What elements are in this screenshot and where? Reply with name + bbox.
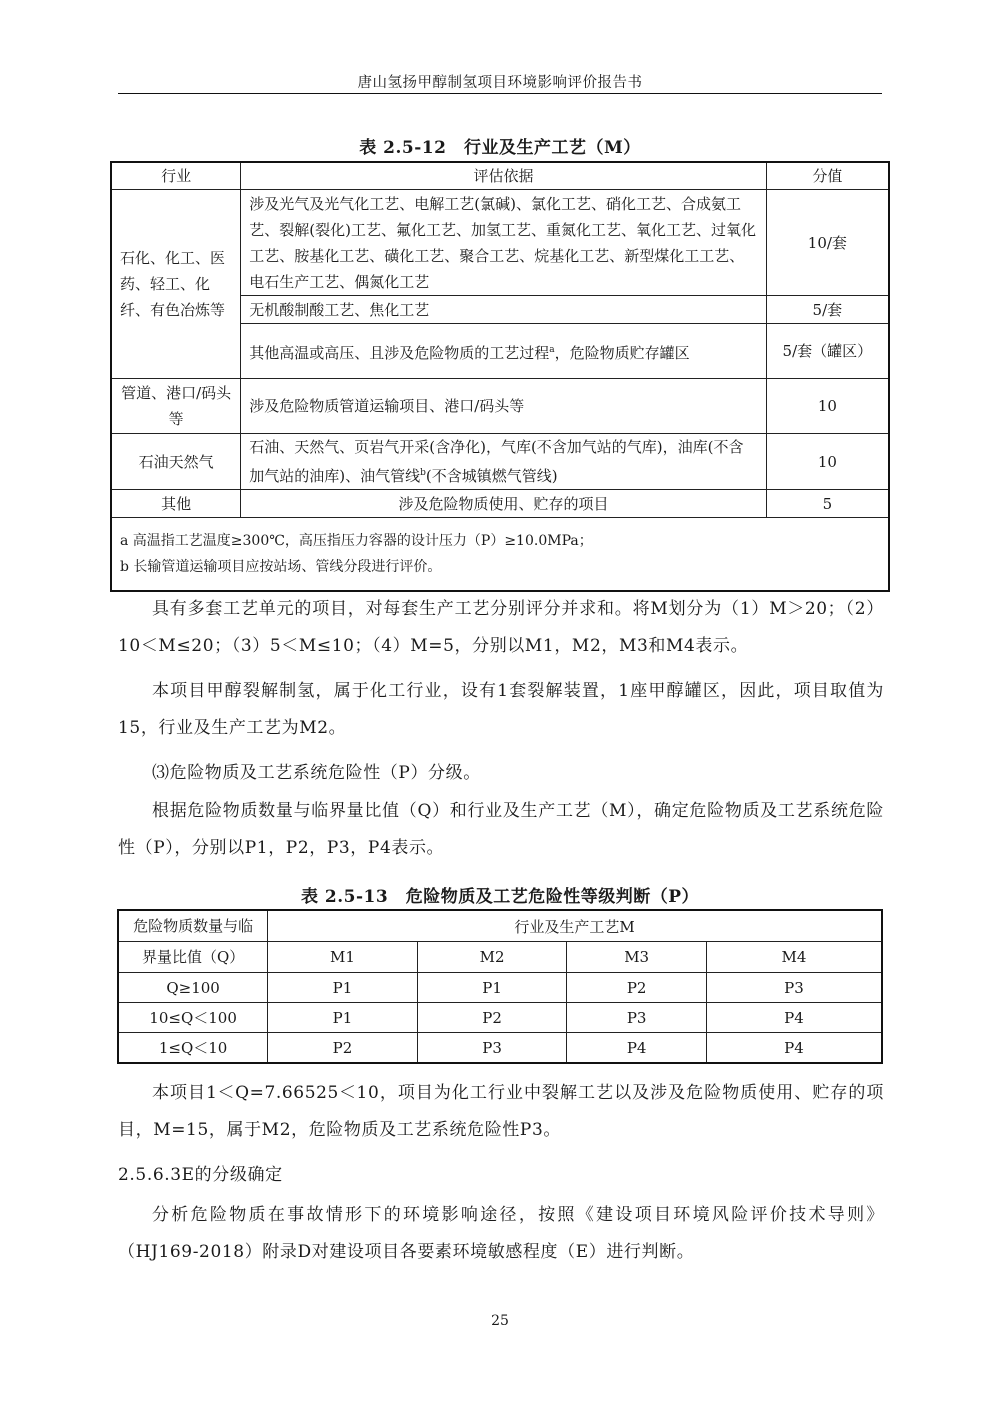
- col-m3: M3: [567, 942, 707, 973]
- header-score: 分值: [766, 162, 889, 190]
- section-heading-e: 2.5.6.3E的分级确定: [118, 1165, 283, 1185]
- paragraph-m-classes: 具有多套工艺单元的项目，对每套生产工艺分别评分并求和。将M划分为（1）M＞20；（2）10＜M≤20；（3）5＜M≤10；（4）M=5，分别以M1，M2，M3和M4表示。: [118, 599, 884, 656]
- basis-cell: 涉及光气及光气化工艺、电解工艺(氯碱)、氯化工艺、硝化工艺、合成氨工艺、裂解(裂化)工艺、氟化工艺、加氢工艺、重氮化工艺、氧化工艺、过氧化工艺、胺基化工艺、磺化工艺、聚合工艺、烷基化工艺、新型煤化工工艺、电石生产工艺、偶氮化工艺: [241, 190, 766, 296]
- p-cell: P3: [567, 1003, 707, 1033]
- page-number: 25: [491, 1313, 509, 1329]
- score-cell: 10: [766, 434, 889, 490]
- p-cell: P3: [417, 1033, 567, 1064]
- basis-cell: 无机酸制酸工艺、焦化工艺: [241, 296, 766, 324]
- q-range: 1≤Q＜10: [118, 1033, 268, 1064]
- header-industry: 行业: [111, 162, 241, 190]
- table2-caption: 表 2.5-13 危险物质及工艺危险性等级判断（P）: [301, 887, 699, 907]
- industry-pipeline: 管道、港口/码头等: [111, 379, 241, 434]
- footnote-mark-a: a: [549, 344, 555, 355]
- note-b: b 长输管道运输项目应按站场、管线分段进行评价。: [120, 559, 442, 575]
- p-cell: P1: [268, 1003, 418, 1033]
- paragraph-e-basis: 分析危险物质在事故情形下的环境影响途径，按照《建设项目环境风险评价技术导则》（HJ169-2018）附录D对建设项目各要素环境敏感程度（E）进行判断。: [118, 1205, 884, 1262]
- basis-cell: 其他高温或高压、且涉及危险物质的工艺过程$^a$，危险物质贮存罐区: [241, 324, 766, 379]
- p-cell: P1: [268, 973, 418, 1003]
- table1-notes: [111, 518, 889, 592]
- p-cell: P4: [567, 1033, 707, 1064]
- col-m1: M1: [268, 942, 418, 973]
- industry-process-table: [110, 161, 890, 592]
- basis-cell: 涉及危险物质管道运输项目、港口/码头等: [241, 379, 766, 434]
- header-rule: [118, 93, 882, 94]
- industry-oil-gas: 石油天然气: [111, 434, 241, 490]
- p-cell: P1: [417, 973, 567, 1003]
- score-cell: 5/套: [766, 296, 889, 324]
- col-m4: M4: [706, 942, 882, 973]
- paragraph-project-p: 本项目1＜Q=7.66525＜10，项目为化工行业中裂解工艺以及涉及危险物质使用、贮存的项目，M=15，属于M2，危险物质及工艺系统危险性P3。: [118, 1083, 884, 1140]
- basis-cell: 石油、天然气、页岩气开采(含净化)，气库(不含加气站的气库)，油库(不含加气站的油库)、油气管线$^b$(不含城镇燃气管线): [241, 434, 766, 490]
- score-cell: 5: [766, 490, 889, 518]
- table1-caption: 表 2.5-12 行业及生产工艺（M）: [359, 138, 641, 158]
- p-cell: P2: [417, 1003, 567, 1033]
- q-ratio-header: 危险物质数量与临 界量比值（Q）: [118, 910, 268, 973]
- hazard-level-table: [117, 909, 883, 1064]
- col-m2: M2: [417, 942, 567, 973]
- header-basis: 评估依据: [241, 162, 766, 190]
- score-cell: 10/套: [766, 190, 889, 296]
- industry-other: 其他: [111, 490, 241, 518]
- paragraph-p-heading: ⑶危险物质及工艺系统危险性（P）分级。: [152, 763, 481, 783]
- q-range: 10≤Q＜100: [118, 1003, 268, 1033]
- score-cell: 10: [766, 379, 889, 434]
- footnote-mark-b: b: [420, 468, 426, 478]
- q-range: Q≥100: [118, 973, 268, 1003]
- p-cell: P3: [706, 973, 882, 1003]
- paragraph-p-basis: 根据危险物质数量与临界量比值（Q）和行业及生产工艺（M），确定危险物质及工艺系统危险性（P），分别以P1，P2，P3，P4表示。: [118, 801, 884, 858]
- industry-petrochem: 石化、化工、医药、轻工、化纤、有色冶炼等: [111, 190, 241, 379]
- p-cell: P4: [706, 1003, 882, 1033]
- paragraph-project-m: 本项目甲醇裂解制氢，属于化工行业，设有1套裂解装置，1座甲醇罐区，因此，项目取值为15，行业及生产工艺为M2。: [118, 681, 884, 738]
- score-cell: 5/套（罐区）: [766, 324, 889, 379]
- running-header: 唐山氢扬甲醇制氢项目环境影响评价报告书: [357, 75, 643, 91]
- basis-cell: 涉及危险物质使用、贮存的项目: [241, 490, 766, 518]
- p-cell: P4: [706, 1033, 882, 1064]
- p-cell: P2: [567, 973, 707, 1003]
- note-a: a 高温指工艺温度≥300℃，高压指压力容器的设计压力（P）≥10.0MPa；: [120, 533, 593, 549]
- process-group-header: 行业及生产工艺M: [268, 910, 882, 942]
- p-cell: P2: [268, 1033, 418, 1064]
